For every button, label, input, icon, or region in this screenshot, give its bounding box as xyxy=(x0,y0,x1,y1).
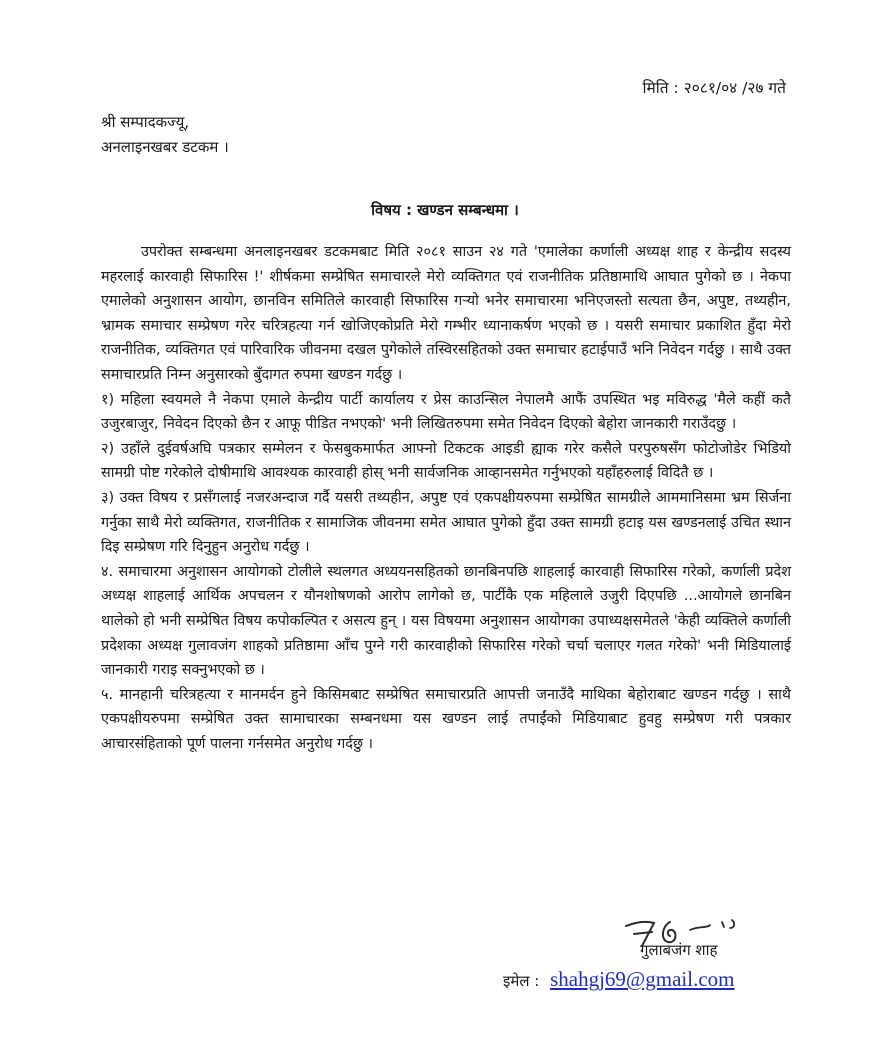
signatory-name: गुलाबजंग शाह xyxy=(640,941,718,959)
point-4: ४. समाचारमा अनुशासन आयोगको टोलीले स्थलगत अध्ययनसहितको छानबिनपछि शाहलाई कारवाही सिफारिस गरेको, कर्णाली प्रदेश अध्यक्ष शाहलाई आर्थिक अपचलन र यौनशोषणको आरोप लागेको छ, पार्टीकै एक महिलाले उजुरी दिएपछि ...आयोगले छानबिन थालेको हो भनी सम्प्रेषित विषय कपोकल्पित र असत्य हुन् । यस विषयमा अनुशासन आयोगका उपाध्यक्षसमेतले 'केही व्यक्तिले कर्णाली प्रदेशका अध्यक्ष गुलावजंग शाहको प्रतिष्ठामा आँच पुग्ने गरी कारवाहीको सिफारिस गरेको चर्चा चलाएर गलत गरेको' भनी मिडियालाई जानकारी गराइ सक्नुभएको छ । xyxy=(101,563,791,679)
letter-date: मिति : २०८१/०४ /२७ गते xyxy=(642,79,786,97)
letter-subject: विषय : खण्डन सम्बन्धमा । xyxy=(371,201,519,219)
point-5: ५. मानहानी चरित्रहत्या र मानमर्दन हुने किसिमबाट सम्प्रेषित समाचारप्रति आपत्ती जनाउँदै माथिका बेहोराबाट खण्डन गर्दछु । साथै एकपक्षीयरुपमा सम्प्रेषित उक्त सामाचारका सम्बनधमा यस खण्डन लाई तपाईंको मिडियाबाट हुवहु सम्प्रेषण गरी पत्रकार आचारसंहिताको पूर्ण पालना गर्नसमेत अनुरोध गर्दछु । xyxy=(101,686,791,752)
point-2: २) उहाँले दुईवर्षअघि पत्रकार सम्मेलन र फेसबुकमार्फत आफ्नो टिकटक आइडी ह्याक गरेर कसैले परपुरुषसँग फोटोजोडेर भिडियो सामग्री पोष्ट गरेकोले दोषीमाथि आवश्यक कारवाही होस् भनी सार्वजनिक आव्हानसमेत गर्नुभएको यहाँहरुलाई विदितै छ । xyxy=(101,440,791,482)
recipient-block xyxy=(101,110,229,160)
email-row xyxy=(503,967,735,992)
point-3: ३) उक्त विषय र प्रसँगलाई नजरअन्दाज गर्दै यसरी तथ्यहीन, अपुष्ट एवं एकपक्षीयरुपमा सम्प्रेषित सामग्रीले आममानिसमा भ्रम सिर्जना गर्नुका साथै मेरो व्यक्तिगत, राजनीतिक र सामाजिक जीवनमा समेत आघात पुगेको हुँदा उक्त सामग्री हटाइ यस खण्डनलाई उचित स्थान दिइ सम्प्रेषण गरि दिनुहुन अनुरोध गर्दछु । xyxy=(101,489,791,556)
intro-paragraph: उपरोक्त सम्बन्धमा अनलाइनखबर डटकमबाट मिति २०८१ साउन २४ गते 'एमालेका कर्णाली अध्यक्ष शाह र केन्द्रीय सदस्य महरलाई कारवाही सिफारिस !' शीर्षकमा सम्प्रेषित समाचारले मेरो व्यक्तिगत एवं राजनीतिक प्रतिष्ठामाथि आघात पुगेको छ । नेकपा एमालेको अनुशासन आयोग, छानविन समितिले कारवाही सिफारिस गऱ्यो भनेर समाचारमा भनिएजस्तो सत्यता छैन, अपुष्ट, तथ्यहीन, भ्रामक समाचार सम्प्रेषण गरेर चरित्रहत्या गर्न खोजिएकोप्रति मेरो गम्भीर ध्यानाकर्षण भएको छ । यसरी समाचार प्रकाशित हुँदा मेरो राजनीतिक, व्यक्तिगत एवं पारिवारिक जीवनमा दखल पुगेकोले तस्विरसहितको उक्त समाचार हटाईपाउँ भनि निवेदन गर्दछु । साथै उक्त समाचारप्रति निम्न अनुसारको बुँदागत रुपमा खण्डन गर्दछु । xyxy=(101,244,791,383)
email-label: इमेल : xyxy=(503,972,540,990)
recipient-title: श्री सम्पादकज्यू, xyxy=(101,113,190,131)
recipient-organization: अनलाइनखबर डटकम । xyxy=(101,138,229,156)
letter-body xyxy=(101,240,791,756)
point-1: १) महिला स्वयमले नै नेकपा एमाले केन्द्रीय पार्टी कार्यालय र प्रेस काउन्सिल नेपालमै आफैं उपस्थित भइ मविरुद्ध 'मैले कहीं कतै उजुरबाजुर, निवेदन दिएको छैन र आफू पीडित नभएको' भनी लिखितरुपमा समेत निवेदन दिएको बेहोरा जानकारी गराउँदछु । xyxy=(101,391,791,433)
email-link[interactable]: shahgj69@gmail.com xyxy=(550,967,735,991)
